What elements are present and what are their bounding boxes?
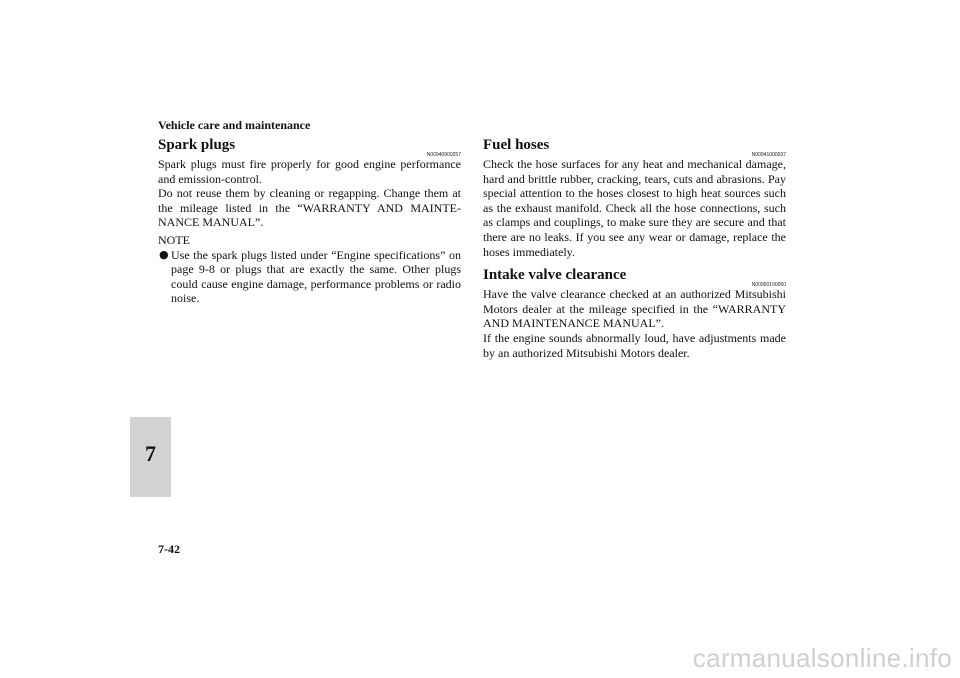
section-code: N00940900257 [426,152,461,158]
section-fuel-hoses [483,137,786,259]
section-title-row [158,137,461,157]
section-gap [483,259,786,267]
paragraph: Check the hose surfaces for any heat and mechanical damage, hard and brittle rubber, cracking, tears, cuts and abrasions. Pay special attention to the hoses closest to high heat sources such as the exhaust manifold. Check all the hose connections, such as clamps and couplings, to make sure they are secure and that there are no leaks. If you see any wear or damage, replace the hoses immediately. [483,157,786,259]
running-header: Vehicle care and maintenance [158,118,311,132]
paragraph: Do not reuse them by cleaning or regapping. Change them at the mileage listed in the “WARRANTY AND MAINTE-NANCE MANUAL”. [158,186,461,230]
watermark: carmanualsonline.info [692,643,952,673]
note-bullet-text: Use the spark plugs listed under “Engine specifications” on page 9-8 or plugs that are exactly the same. Other plugs could cause engine damage, performance problems or radio noise. [171,247,461,306]
left-column [158,137,461,306]
note-bullet-item [158,248,461,306]
page-number: 7-42 [158,542,180,556]
chapter-number: 7 [145,441,156,466]
section-title-intake-valve: Intake valve clearance [483,267,627,284]
paragraph: Have the valve clearance checked at an authorized Mitsubishi Motors dealer at the mileage specified in the “WARRANTY AND MAINTENANCE MANUAL”. [483,287,786,331]
section-spark-plugs [158,137,461,306]
chapter-tab [130,417,171,497]
section-title-row [483,267,786,287]
section-title-row [483,137,786,157]
note-label: NOTE [158,232,190,247]
section-code: N00941000037 [751,152,786,158]
bullet-icon: ● [159,247,169,261]
paragraph: Spark plugs must fire properly for good engine performance and emission-control. [158,157,461,186]
section-title-fuel-hoses: Fuel hoses [483,137,550,153]
section-title-spark-plugs: Spark plugs [158,137,236,153]
section-code: N00950100050 [751,282,786,289]
paragraph: If the engine sounds abnormally loud, have adjustments made by an authorized Mitsubishi Motors dealer. [483,330,786,360]
section-intake-valve-clearance [483,267,786,360]
right-column [483,137,786,360]
